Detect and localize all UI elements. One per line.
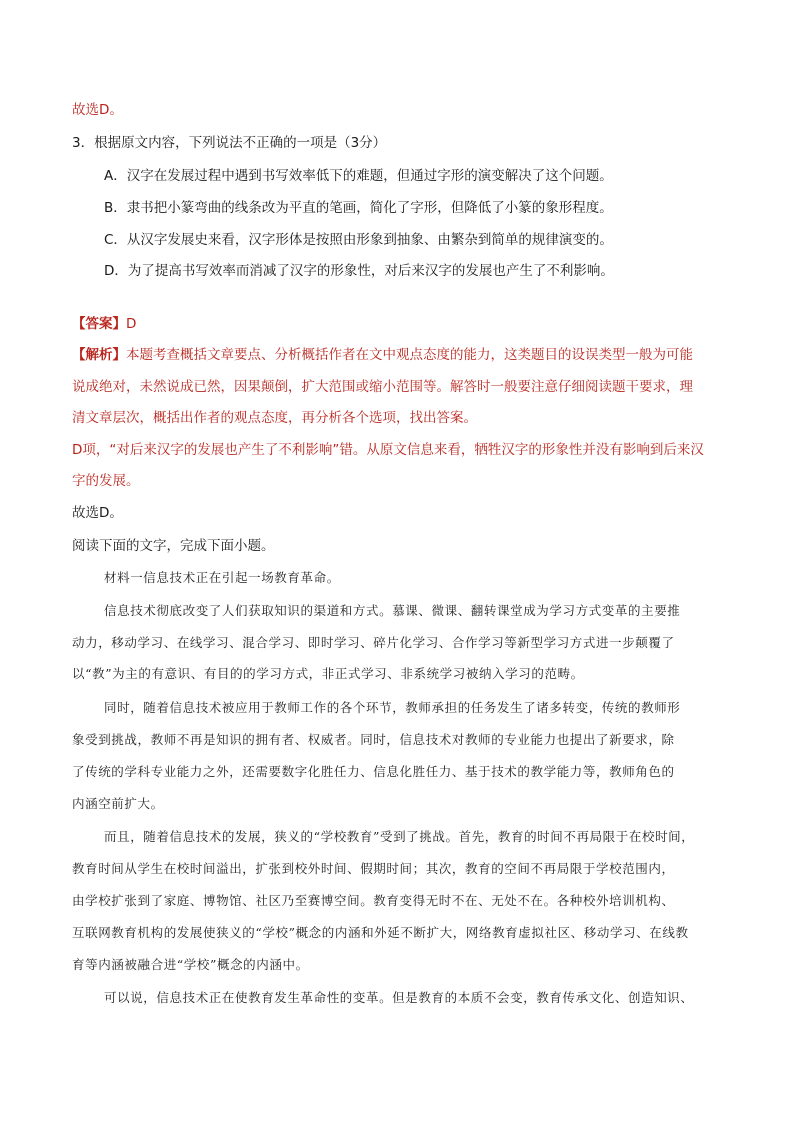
material-line-1: 信息技术彻底改变了人们获取知识的渠道和方式。慕课、微课、翻转课堂成为学习方式变革的主要推 xyxy=(104,603,681,618)
answer-label: 【答案】 xyxy=(72,316,126,332)
option-d: D．为了提高书写效率而消减了汉字的形象性，对后来汉字的发展也产生了不利影响。 xyxy=(104,263,614,279)
material-line-10: 由学校扩张到了家庭、博物馆、社区乃至赛博空间。教育变得无时不在、无处不在。各种校外培训机构、 xyxy=(72,893,675,908)
analysis-line-5: 字的发展。 xyxy=(72,473,140,489)
material-line-7: 内涵空前扩大。 xyxy=(72,796,164,811)
material-line-5: 象受到挑战，教师不再是知识的拥有者、权威者。同时，信息技术对教师的专业能力也提出了新要求，除 xyxy=(72,732,675,747)
analysis-label: 【解析】 xyxy=(72,347,126,363)
option-b: B．隶书把小篆弯曲的线条改为平直的笔画，简化了字形，但降低了小篆的象形程度。 xyxy=(104,200,613,216)
material-line-2: 动力，移动学习、在线学习、混合学习、即时学习、碎片化学习、合作学习等新型学习方式进一步颠覆了 xyxy=(72,635,675,650)
analysis-line-1: 【解析】本题考查概括文章要点、分析概括作者在文中观点态度的能力，这类题目的设误类型一般为可能 xyxy=(72,347,693,363)
answer-value: D xyxy=(126,316,137,332)
previous-conclusion: 故选D。 xyxy=(72,102,123,118)
material-line-13: 可以说，信息技术正在使教育发生革命性的变革。但是教育的本质不会变，教育传承文化、创造知识、 xyxy=(104,990,694,1005)
material-line-8: 而且，随着信息技术的发展，狭义的“学校教育”受到了挑战。首先，教育的时间不再局限于在校时间， xyxy=(104,829,695,844)
conclusion: 故选D。 xyxy=(72,505,123,521)
reading-instruction: 阅读下面的文字，完成下面小题。 xyxy=(72,538,275,554)
analysis-line-3: 清文章层次，概括出作者的观点态度，再分析各个选项，找出答案。 xyxy=(72,410,477,426)
material-line-6: 了传统的学科专业能力之外，还需要数字化胜任力、信息化胜任力、基于技术的教学能力等，教师角色的 xyxy=(72,764,675,779)
option-a: A．汉字在发展过程中遇到书写效率低下的难题，但通过字形的演变解决了这个问题。 xyxy=(104,168,613,184)
material-line-3: 以“教”为主的有意识、有目的的学习方式，非正式学习、非系统学习被纳入学习的范畴。 xyxy=(72,666,584,681)
material-line-12: 育等内涵被融合进“学校”概念的内涵中。 xyxy=(72,957,309,972)
material-line-4: 同时，随着信息技术被应用于教师工作的各个环节，教师承担的任务发生了诸多转变，传统的教师形 xyxy=(104,700,681,715)
analysis-line-2: 说成绝对，未然说成已然，因果颠倒，扩大范围或缩小范围等。解答时一般要注意仔细阅读题干要求，理 xyxy=(72,379,693,395)
material-title: 材料一信息技术正在引起一场教育革命。 xyxy=(104,570,340,585)
option-c: C．从汉字发展史来看，汉字形体是按照由形象到抽象、由繁杂到简单的规律演变的。 xyxy=(104,232,613,248)
material-line-11: 互联网教育机构的发展使狭义的“学校”概念的内涵和外延不断扩大，网络教育虚拟社区、移动学习、在线教 xyxy=(72,925,689,940)
answer-line xyxy=(72,314,136,334)
material-line-9: 教育时间从学生在校时间溢出，扩张到校外时间、假期时间；其次，教育的空间不再局限于学校范围内， xyxy=(72,861,675,876)
question-3: 3．根据原文内容，下列说法不正确的一项是（3分） xyxy=(72,135,387,151)
analysis-line-4: D项，“对后来汉字的发展也产生了不利影响”错。从原文信息来看，牺牲汉字的形象性并没有影响到后来汉 xyxy=(72,442,704,458)
